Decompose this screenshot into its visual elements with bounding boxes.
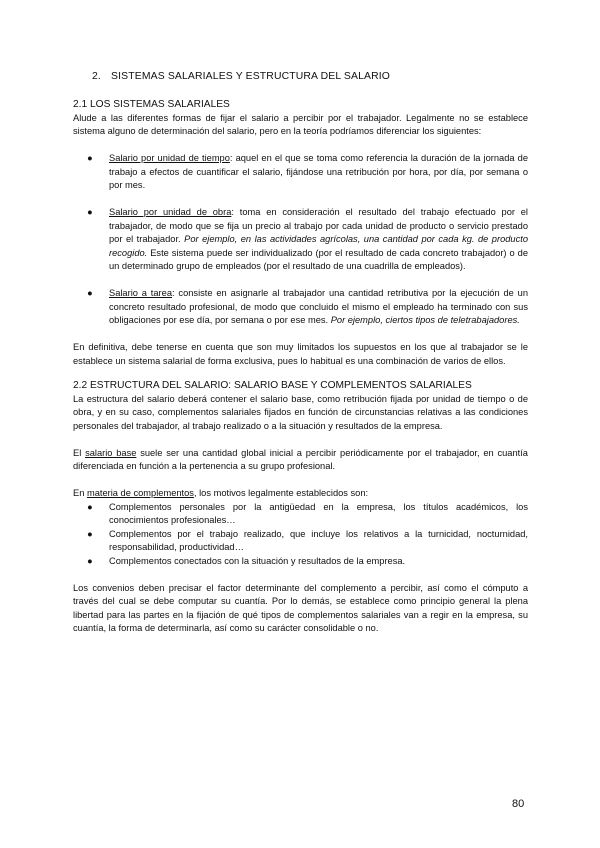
- text-fragment: En: [73, 488, 87, 498]
- term-base-salary: salario base: [85, 447, 137, 458]
- list-item: [73, 206, 528, 274]
- complements-paragraph: [73, 487, 528, 501]
- bullet-icon: ●: [87, 153, 93, 163]
- text-fragment: El: [73, 447, 86, 458]
- term-task-salary: Salario a tarea: [109, 288, 172, 298]
- text-fragment: suele ser una cantidad global inicial a percibir periódicamente por el trabajador, en cuantía diferenciada en función a la pertenencia a su grupo profesional.: [73, 447, 528, 471]
- item-example: Por ejemplo, en las actividades agrícolas, una cantidad por cada kg. de producto recogido.: [109, 234, 528, 258]
- item-text: : toma en consideración el resultado del trabajo efectuado por el trabajador, de modo que se fija un precio al trabajo por cada unidad de producto o servicio prestado por el trabajador.: [109, 207, 528, 244]
- bullet-icon: ●: [87, 501, 93, 512]
- term-time-salary: Salario por unidad de tiempo: [109, 153, 230, 163]
- document-body: [73, 98, 528, 636]
- text-fragment: , los motivos legalmente establecidos son:: [193, 488, 369, 498]
- subsection-title-2-1: 2.1 LOS SISTEMAS SALARIALES: [73, 99, 230, 110]
- complements-list: [73, 501, 528, 569]
- conclusion-paragraph: En definitiva, debe tenerse en cuenta que son muy limitados los supuestos en los que al trabajador se le establece un sistema salarial de forma exclusiva, pues lo habitual es una combinación de varios de ellos.: [73, 342, 528, 366]
- base-salary-paragraph: [73, 447, 528, 474]
- salary-systems-list: [73, 152, 528, 328]
- page-number: 80: [512, 798, 525, 810]
- item-text: : consiste en asignarle al trabajador una cantidad retributiva por la ejecución de un concreto resultado profesional, de modo que concluido el mismo el empleado ha terminado con sus obligaciones por ese día, por semana o por ese mes.: [109, 288, 528, 325]
- final-paragraph: Los convenios deben precisar el factor determinante del complemento a percibir, así como el cómputo a través del cual se debe computar su cuantía. Por lo demás, se establece como principio general la plena libertad para las partes en la fijación de qué tipos de complementos salariales van a regir en la empresa, su cuantía, la forma de determinarla, así como su carácter consolidable o no.: [73, 582, 528, 633]
- intro-paragraph-2-1: Alude a las diferentes formas de fijar el salario a percibir por el trabajador. Legalmente no se establece sistema alguno de determinación del salario, pero en la teoría podríamos diferenciar los siguientes:: [73, 112, 528, 136]
- item-text: Complementos conectados con la situación y resultados de la empresa.: [109, 555, 406, 566]
- bullet-icon: ●: [87, 288, 93, 298]
- section-number: 2.: [92, 71, 101, 82]
- list-item: [73, 152, 528, 193]
- bullet-icon: ●: [87, 207, 93, 217]
- item-example: Por ejemplo, ciertos tipos de teletrabajadores.: [328, 315, 520, 325]
- item-text-after: Este sistema puede ser individualizado (por el resultado de cada concreto trabajador) o de un determinado grupo de empleados (por el resultado de una cuadrilla de empleados).: [109, 247, 528, 271]
- list-item: [73, 501, 528, 528]
- bullet-icon: ●: [87, 555, 93, 566]
- item-text: Complementos por el trabajo realizado, que incluye los relativos a la turnicidad, nocturnidad, responsabilidad, productividad…: [109, 528, 528, 552]
- term-complements: materia de complementos: [86, 488, 194, 498]
- section-heading: [92, 71, 390, 82]
- item-text: : aquel en el que se toma como referencia la duración de la jornada de trabajo a efectos de cuantificar el salario, fijándose una retribución por hora, por día, por semana o por mes.: [109, 153, 528, 190]
- list-item: [73, 287, 528, 328]
- intro-paragraph-2-2: La estructura del salario deberá contener el salario base, como retribución fijada por unidad de tiempo o de obra, y en su caso, complementos salariales fijados en función de circunstancias relativas a las condiciones personales del trabajador, al trabajo realizado o a la situación y resultados de la empresa.: [73, 393, 528, 431]
- subsection-title-2-2: 2.2 ESTRUCTURA DEL SALARIO: SALARIO BASE Y COMPLEMENTOS SALARIALES: [73, 380, 472, 391]
- list-item: [73, 528, 528, 555]
- item-text: Complementos personales por la antigüedad en la empresa, los títulos académicos, los conocimientos profesionales…: [109, 501, 528, 525]
- term-unit-salary: Salario por unidad de obra: [109, 207, 232, 217]
- list-item: [73, 555, 528, 569]
- section-title: SISTEMAS SALARIALES Y ESTRUCTURA DEL SALARIO: [111, 71, 391, 82]
- bullet-icon: ●: [87, 528, 93, 539]
